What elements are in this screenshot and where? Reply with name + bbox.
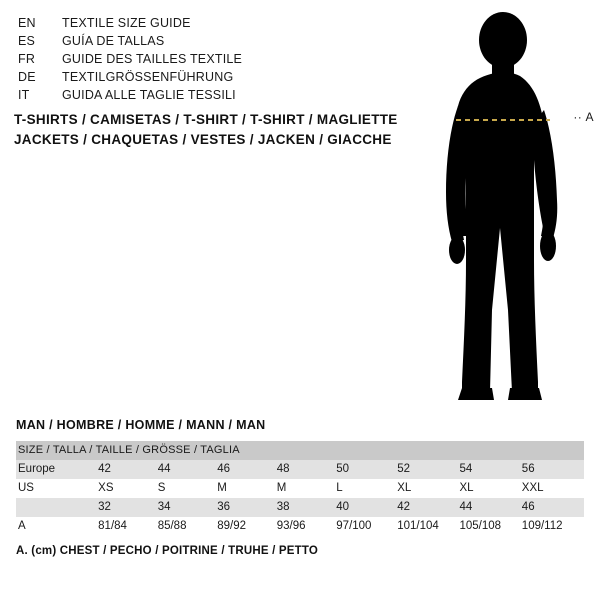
table-row — [16, 479, 584, 498]
cell: 42 — [397, 498, 459, 517]
cell: 44 — [460, 498, 522, 517]
language-list — [18, 16, 418, 106]
cell: XL — [460, 479, 522, 498]
right-hand-shape — [540, 231, 556, 261]
cell: 105/108 — [460, 517, 522, 536]
language-title: GUÍA DE TALLAS — [62, 34, 165, 48]
cell: 36 — [217, 498, 277, 517]
cell: 52 — [397, 460, 459, 479]
language-code: FR — [18, 52, 36, 66]
cell: 46 — [522, 498, 584, 517]
cell: XL — [397, 479, 459, 498]
cell: 40 — [336, 498, 397, 517]
section-title-man: MAN / HOMBRE / HOMME / MANN / MAN — [16, 418, 266, 432]
cell: 56 — [522, 460, 584, 479]
language-row — [18, 34, 418, 52]
category-tshirts: T-SHIRTS / CAMISETAS / T-SHIRT / T-SHIRT / MAGLIETTE — [14, 112, 398, 127]
table-row — [16, 460, 584, 479]
cell: 38 — [277, 498, 337, 517]
cell: XS — [98, 479, 158, 498]
cell: 97/100 — [336, 517, 397, 536]
cell: 101/104 — [397, 517, 459, 536]
language-code: ES — [18, 34, 36, 48]
cell: 85/88 — [158, 517, 218, 536]
silhouette-svg — [408, 10, 600, 410]
cell: 81/84 — [98, 517, 158, 536]
language-row — [18, 16, 418, 34]
language-code: EN — [18, 16, 36, 30]
size-table — [16, 441, 584, 536]
cell: L — [336, 479, 397, 498]
table-header-row — [16, 441, 584, 460]
table-row — [16, 498, 584, 517]
right-foot-shape — [508, 388, 542, 400]
language-row — [18, 70, 418, 88]
cell: 89/92 — [217, 517, 277, 536]
cell: 109/112 — [522, 517, 584, 536]
language-title: TEXTILGRÖSSENFÜHRUNG — [62, 70, 234, 84]
row-label: A — [16, 517, 98, 536]
language-title: GUIDE DES TAILLES TEXTILE — [62, 52, 243, 66]
row-label — [16, 498, 98, 517]
language-code: DE — [18, 70, 36, 84]
male-silhouette-figure — [408, 10, 600, 410]
row-label: Europe — [16, 460, 98, 479]
cell: 50 — [336, 460, 397, 479]
measure-letter: A — [585, 110, 594, 124]
language-title: GUIDA ALLE TAGLIE TESSILI — [62, 88, 236, 102]
head-shape — [479, 12, 527, 68]
language-row — [18, 88, 418, 106]
left-foot-shape — [458, 388, 494, 400]
cell: 44 — [158, 460, 218, 479]
table-header-label: SIZE / TALLA / TAILLE / GRÖSSE / TAGLIA — [16, 441, 584, 460]
left-hand-shape — [449, 236, 465, 264]
cell: 42 — [98, 460, 158, 479]
language-title: TEXTILE SIZE GUIDE — [62, 16, 191, 30]
table-row — [16, 517, 584, 536]
row-label: US — [16, 479, 98, 498]
measure-dash: ·· — [573, 110, 583, 124]
cell: XXL — [522, 479, 584, 498]
cell: M — [277, 479, 337, 498]
footnote-chest-measure: A. (cm) CHEST / PECHO / POITRINE / TRUHE / PETTO — [16, 545, 319, 557]
cell: 46 — [217, 460, 277, 479]
measure-label-a — [573, 110, 594, 124]
language-row — [18, 52, 418, 70]
cell: S — [158, 479, 218, 498]
cell: M — [217, 479, 277, 498]
category-jackets: JACKETS / CHAQUETAS / VESTES / JACKEN / GIACCHE — [14, 132, 392, 147]
garment-categories — [14, 110, 434, 150]
cell: 34 — [158, 498, 218, 517]
cell: 48 — [277, 460, 337, 479]
cell: 93/96 — [277, 517, 337, 536]
cell: 32 — [98, 498, 158, 517]
cell: 54 — [460, 460, 522, 479]
language-code: IT — [18, 88, 30, 102]
